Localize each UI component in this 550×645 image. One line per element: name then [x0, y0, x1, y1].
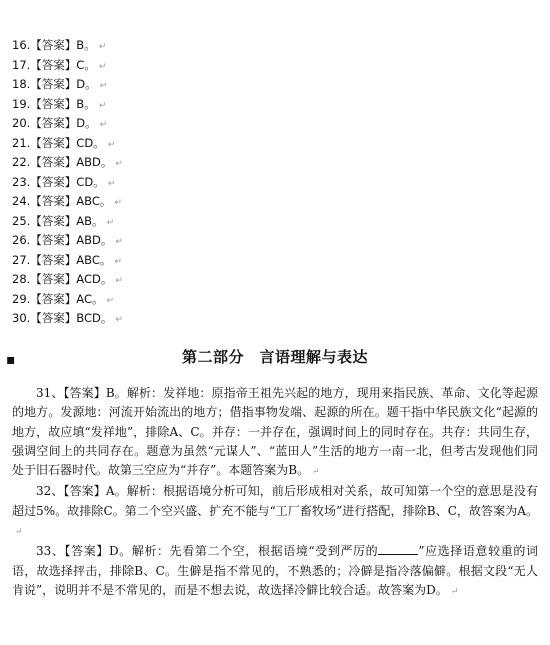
answer-number: 24. [12, 194, 31, 208]
paragraph-33-text-a: 33、【答案】D。解析：先看第二个空，根据语境“受到严厉的 [36, 544, 379, 559]
answer-list [12, 36, 312, 329]
answer-value: ABC。 [76, 252, 112, 267]
paragraph-31 [12, 384, 538, 482]
answer-row [12, 251, 312, 271]
answer-value: ABC。 [76, 194, 112, 208]
return-mark: ↵ [115, 276, 123, 286]
answer-bracket: 【答案】 [30, 96, 77, 111]
answer-value: B。 [76, 96, 96, 111]
answer-row [12, 290, 312, 310]
answer-value: AC。 [76, 291, 104, 306]
answer-number: 16. [12, 38, 31, 52]
bullet-mark: ▪ [6, 352, 16, 368]
answer-row [12, 270, 312, 290]
return-mark: ↵ [312, 467, 320, 478]
return-mark: ↵ [107, 139, 116, 150]
answer-bracket: 【答案】 [30, 291, 77, 306]
answer-row [12, 114, 312, 134]
answer-value: ABD。 [76, 155, 113, 169]
answer-value: BCD。 [76, 311, 113, 325]
answer-bracket: 【答案】 [30, 135, 77, 150]
return-mark: ↵ [15, 527, 23, 538]
answer-number: 21. [12, 135, 31, 150]
answer-row [12, 75, 312, 95]
answer-value: CD。 [76, 174, 105, 189]
return-mark: ↵ [450, 586, 459, 597]
return-mark: ↵ [106, 217, 115, 228]
answer-number: 18. [12, 77, 31, 91]
answer-bracket: 【答案】 [30, 252, 77, 267]
explanations [12, 384, 538, 602]
answer-number: 30. [12, 311, 31, 325]
answer-row [12, 153, 312, 173]
paragraph-31-text: 31、【答案】B。解析：发祥地：原指帝王祖先兴起的地方，现用来指民族、革命、文化等起源的地方。发源地：河流开始流出的地方；借指事物发端、起源的所在。题干指中华民族文化“起源的地方，故应填“发祥地”，排除A、C。并存：一并存在，强调时间上的同时存在。共存：共同生存，强调空间上的共同存在。题意为虽然“元谋人”、“蓝田人”生活的地方一南一北，但考古发现他们同处于旧石器时代。故第三空应为“并存”。本题答案为B。 [12, 386, 538, 478]
paragraph-33 [12, 542, 538, 602]
answer-number: 26. [12, 233, 31, 247]
return-mark: ↵ [115, 159, 123, 169]
return-mark: ↵ [115, 237, 123, 247]
answer-number: 23. [12, 174, 31, 189]
answer-value: D。 [76, 116, 97, 130]
answer-bracket: 【答案】 [30, 174, 77, 189]
answer-value: D。 [76, 77, 97, 91]
answer-number: 19. [12, 96, 31, 111]
return-mark: ↵ [106, 295, 115, 306]
answer-bracket: 【答案】 [30, 272, 77, 286]
answer-bracket: 【答案】 [30, 155, 77, 169]
return-mark: ↵ [98, 100, 107, 111]
answer-row [12, 309, 312, 329]
fill-blank [378, 542, 418, 555]
return-mark: ↵ [99, 120, 108, 130]
answer-value: ACD。 [76, 272, 113, 286]
answer-bracket: 【答案】 [30, 194, 77, 208]
answer-bracket: 【答案】 [30, 116, 77, 130]
answer-bracket: 【答案】 [30, 57, 77, 72]
answer-row [12, 173, 312, 193]
answer-number: 25. [12, 213, 31, 228]
paragraph-32 [12, 482, 538, 542]
answer-bracket: 【答案】 [30, 213, 77, 228]
answer-bracket: 【答案】 [30, 38, 77, 52]
answer-value: CD。 [76, 135, 105, 150]
answer-number: 22. [12, 155, 31, 169]
section-title: 第二部分 言语理解与表达 [181, 348, 368, 366]
paragraph-33-text-b: ”应选择语意较重的词语，故选择抨击，排除B、C。生僻是指不常见的，不熟悉的；冷僻是指冷落偏僻。根据文段“无人肯说”，说明并不是不常见的，而是不想去说，故选择冷僻比较合适。故答案为D。 [12, 544, 539, 597]
return-mark: ↵ [114, 198, 122, 208]
answer-number: 20. [12, 116, 31, 130]
answer-number: 27. [12, 252, 31, 267]
return-mark: ↵ [115, 315, 123, 325]
answer-row [12, 231, 312, 251]
answer-row [12, 56, 312, 76]
paragraph-32-text: 32、【答案】A。解析：根据语境分析可知，前后形成相对关系，故可知第一个空的意思是没有超过5%。故排除C。第二个空兴盛、扩充不能与“工厂畜牧场”进行搭配，排除B、C，故答案为A。 [12, 484, 538, 518]
answer-bracket: 【答案】 [30, 77, 77, 91]
return-mark: ↵ [114, 256, 122, 267]
return-mark: ↵ [99, 81, 108, 91]
answer-row [12, 134, 312, 154]
answer-row [12, 192, 312, 212]
answer-row [12, 212, 312, 232]
answer-bracket: 【答案】 [30, 311, 77, 325]
answer-row [12, 95, 312, 115]
answer-value: ABD。 [76, 233, 113, 247]
answer-value: B。 [76, 38, 96, 52]
answer-value: C。 [76, 57, 96, 72]
return-mark: ↵ [98, 61, 107, 72]
return-mark: ↵ [98, 42, 107, 52]
answer-number: 29. [12, 291, 31, 306]
return-mark: ↵ [107, 178, 116, 189]
answer-bracket: 【答案】 [30, 233, 77, 247]
answer-number: 17. [12, 57, 31, 72]
answer-value: AB。 [76, 213, 104, 228]
answer-row [12, 36, 312, 56]
answer-number: 28. [12, 272, 31, 286]
